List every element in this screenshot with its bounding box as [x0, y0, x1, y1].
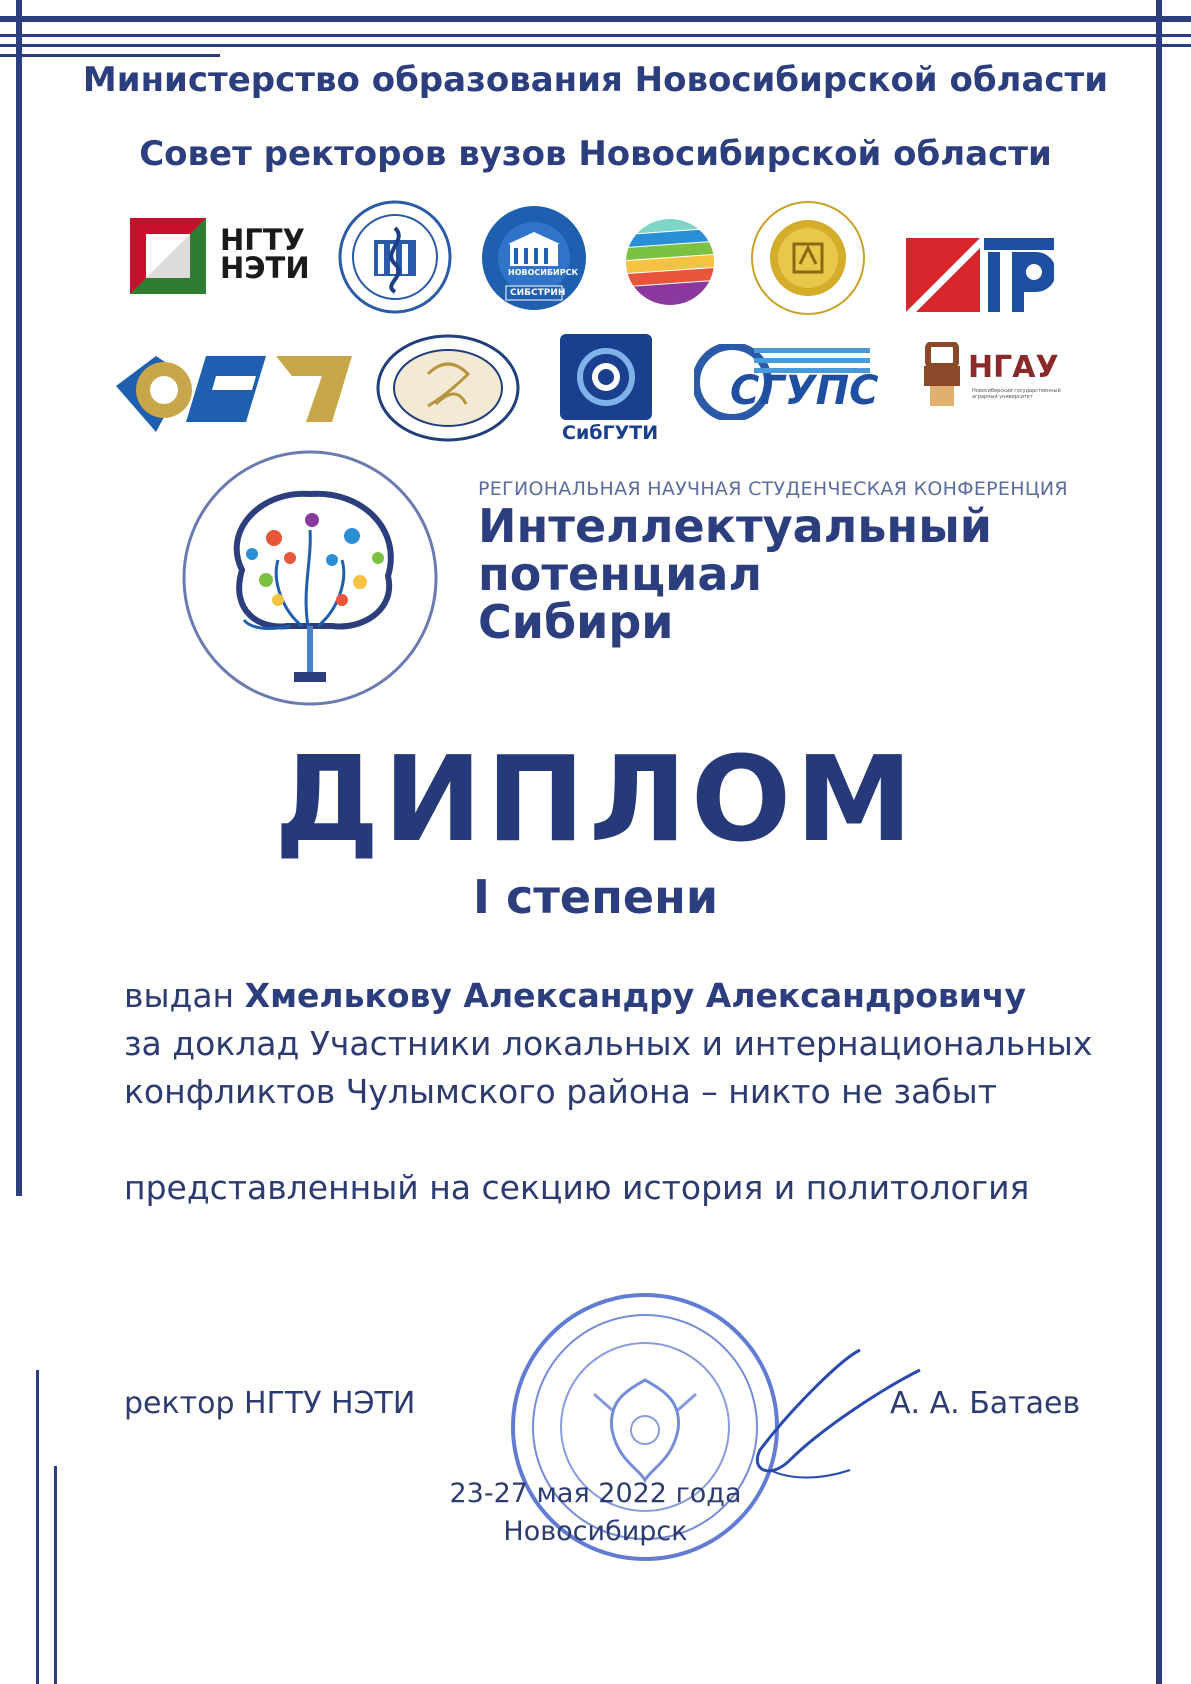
frame-top-line-1 — [0, 16, 1191, 22]
ngau-label: НГАУ — [968, 350, 1059, 385]
conference-title-line2: потенциал — [478, 547, 763, 601]
conference-title-line3: Сибири — [478, 595, 674, 649]
architecture-university-logo — [906, 238, 1054, 312]
sibstrin-city-label: НОВОСИБИРСК — [508, 268, 579, 277]
ministry-heading: Министерство образования Новосибирской области — [82, 60, 1109, 100]
neu-logo — [116, 346, 352, 432]
ngau-subtitle: Новосибирский государственный аграрный университет — [972, 388, 1061, 400]
globe-stripes-icon — [625, 217, 715, 307]
ngtu-logo-line1: НГТУ — [220, 223, 305, 257]
conference-subtitle: РЕГИОНАЛЬНАЯ НАУЧНАЯ СТУДЕНЧЕСКАЯ КОНФЕРЕНЦИЯ — [478, 478, 1068, 500]
event-city: Новосибирск — [503, 1516, 688, 1547]
brain-tree-icon — [182, 450, 438, 706]
neu-emblem-icon — [116, 346, 352, 432]
sgups-logo — [694, 344, 879, 420]
signer-name: А. А. Батаев — [890, 1386, 1081, 1421]
issued-prefix: выдан — [124, 976, 235, 1015]
finance-academy-seal-icon — [750, 200, 866, 316]
signer-position: ректор НГТУ НЭТИ — [124, 1386, 416, 1421]
report-line-1: за доклад Участники локальных и интернациональных — [124, 1024, 1093, 1063]
striped-globe-logo — [625, 217, 715, 307]
sgups-label: СГУПС — [730, 368, 879, 414]
diploma-degree: I степени — [472, 870, 719, 924]
sibguti-logo — [560, 334, 659, 448]
section-line: представленный на секцию история и политология — [124, 1168, 1030, 1207]
brain-tree-logo — [182, 450, 438, 706]
council-heading: Совет ректоров вузов Новосибирской области — [139, 134, 1052, 174]
pedagogical-university-seal — [376, 334, 520, 442]
diploma-title: ДИПЛОМ — [274, 730, 917, 868]
ngtu-emblem-icon — [130, 218, 206, 294]
finance-academy-seal — [750, 200, 866, 316]
sibguti-label: СибГУТИ — [562, 422, 659, 444]
ngau-emblem-icon — [922, 342, 962, 408]
sibstrin-label: СИБСТРИН — [510, 288, 566, 298]
frame-top-line-2 — [0, 34, 1191, 37]
frame-left-line — [16, 0, 22, 1196]
frame-top-line-3 — [0, 44, 1191, 47]
sibstrin-logo — [480, 204, 588, 312]
ngtu-logo — [130, 218, 310, 294]
recipient-line — [124, 976, 1026, 1015]
sibguti-emblem-icon — [560, 334, 652, 420]
ngau-logo — [922, 342, 1072, 408]
report-line-2: конфликтов Чулымского района – никто не забыт — [124, 1072, 997, 1111]
medical-university-seal — [338, 200, 452, 314]
ngtu-logo-line2: НЭТИ — [220, 251, 310, 285]
pedagogical-seal-icon — [376, 334, 520, 442]
event-date: 23-27 мая 2022 года — [449, 1478, 742, 1509]
caduceus-seal-icon — [338, 200, 452, 314]
conference-title-line1: Интеллектуальный — [478, 499, 993, 553]
recipient-name: Хмелькову Александру Александровичу — [244, 976, 1027, 1015]
architecture-emblem-icon — [906, 238, 1054, 312]
frame-top-line-short — [0, 54, 220, 57]
conference-title — [478, 499, 993, 649]
